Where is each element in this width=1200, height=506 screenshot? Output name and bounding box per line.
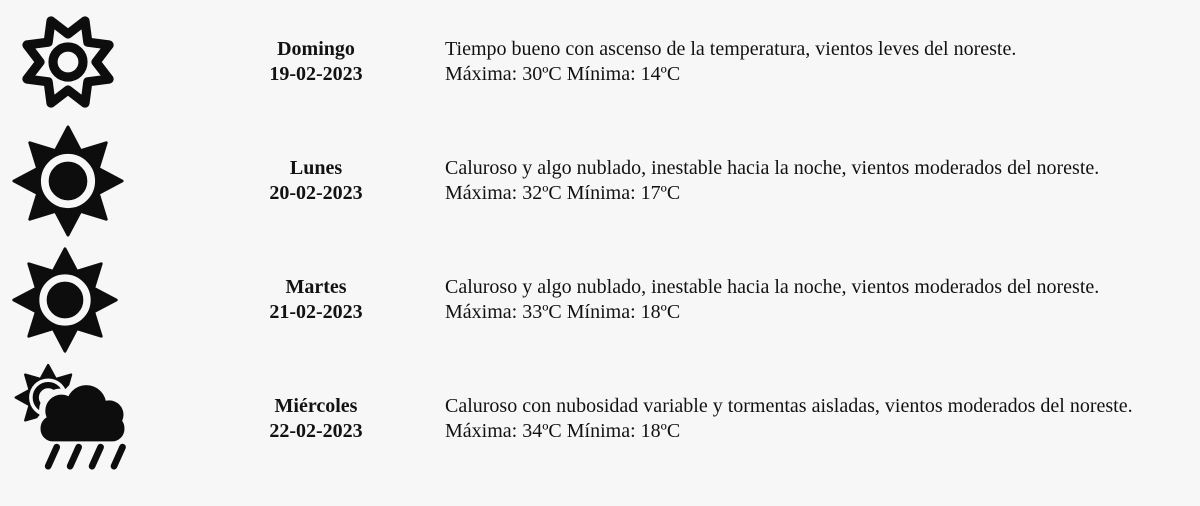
weather-icon-cell <box>0 4 227 120</box>
forecast-description: Caluroso y algo nublado, inestable hacia la noche, vientos moderados del noreste. <box>445 156 1100 179</box>
day-date-cell <box>227 37 405 87</box>
sun-filled-icon <box>10 245 120 355</box>
date-label: 21-02-2023 <box>269 300 363 323</box>
forecast-temps: Máxima: 32ºC Mínima: 17ºC <box>445 181 681 204</box>
forecast-text-cell <box>445 37 1200 87</box>
date-label: 20-02-2023 <box>269 181 363 204</box>
forecast-description: Caluroso y algo nublado, inestable hacia la noche, vientos moderados del noreste. <box>445 275 1100 298</box>
forecast-row <box>0 2 1200 121</box>
date-label: 22-02-2023 <box>269 419 363 442</box>
weather-icon-cell <box>0 123 227 239</box>
sun-outline-icon <box>10 4 126 120</box>
forecast-row <box>0 359 1200 478</box>
forecast-text-cell <box>445 275 1200 325</box>
day-label: Domingo <box>277 37 355 60</box>
day-label: Miércoles <box>274 394 358 417</box>
forecast-text-cell <box>445 394 1200 444</box>
forecast-row <box>0 240 1200 359</box>
forecast-temps: Máxima: 34ºC Mínima: 18ºC <box>445 419 681 442</box>
forecast-temps: Máxima: 33ºC Mínima: 18ºC <box>445 300 681 323</box>
date-label: 19-02-2023 <box>269 62 363 85</box>
forecast-description: Tiempo bueno con ascenso de la temperatura, vientos leves del noreste. <box>445 37 1017 60</box>
sun-filled-icon <box>10 123 126 239</box>
forecast-description: Caluroso con nubosidad variable y tormentas aisladas, vientos moderados del noreste. <box>445 394 1133 417</box>
weather-icon-cell <box>0 245 227 355</box>
day-label: Martes <box>285 275 347 298</box>
day-label: Lunes <box>289 156 343 179</box>
forecast-temps: Máxima: 30ºC Mínima: 14ºC <box>445 62 681 85</box>
day-date-cell <box>227 275 405 325</box>
forecast-text-cell <box>445 156 1200 206</box>
weather-icon-cell <box>0 361 227 476</box>
day-date-cell <box>227 394 405 444</box>
forecast-row <box>0 121 1200 240</box>
day-date-cell <box>227 156 405 206</box>
sun-rain-cloud-icon <box>10 361 134 476</box>
